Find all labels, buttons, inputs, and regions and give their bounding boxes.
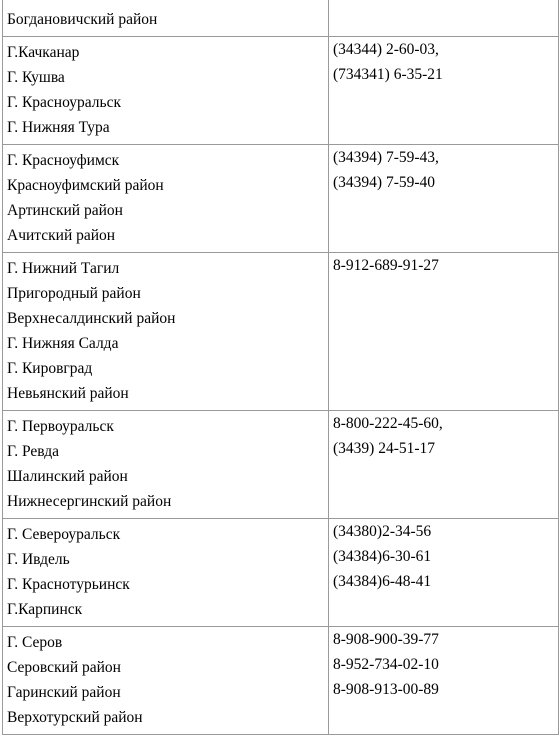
phone-directory-table [2, 0, 559, 735]
phone-number: (734341) 6-35-21 [333, 66, 443, 83]
area-name: Г. Нижняя Тура [7, 119, 110, 136]
area-cell [3, 519, 329, 627]
area-name: Невьянский район [7, 385, 129, 402]
table-row [3, 411, 559, 519]
area-list [3, 0, 328, 36]
phone-cell [329, 0, 559, 37]
phone-list [329, 37, 558, 87]
phone-number: 8-908-913-00-89 [333, 681, 439, 698]
area-cell [3, 627, 329, 735]
phone-list [329, 411, 558, 461]
table-row [3, 519, 559, 627]
phone-list [329, 145, 558, 195]
phone-number: 8-912-689-91-27 [333, 257, 439, 274]
area-name: Г. Нижняя Салда [7, 335, 119, 352]
area-name: Г. Первоуральск [7, 418, 114, 435]
phone-number: 8-800-222-45-60, [333, 415, 443, 432]
phone-number: (34344) 2-60-03, [333, 41, 439, 58]
phone-cell [329, 627, 559, 735]
area-cell [3, 145, 329, 253]
phone-cell [329, 145, 559, 253]
area-name: Г. Красноуфимск [7, 152, 120, 169]
table-row [3, 37, 559, 145]
area-list [3, 627, 328, 734]
area-list [3, 411, 328, 518]
area-name: Г. Кушва [7, 69, 65, 86]
area-name: Г. Нижний Тагил [7, 260, 120, 277]
phone-cell [329, 253, 559, 411]
area-name: Г. Серов [7, 634, 63, 651]
area-name: Г.Карпинск [7, 601, 83, 618]
phone-list [329, 253, 558, 278]
phone-list [329, 627, 558, 702]
table-row [3, 253, 559, 411]
area-name: Г. Кировград [7, 360, 93, 377]
area-name: Г. Краснотурьинск [7, 576, 130, 593]
area-cell [3, 253, 329, 411]
area-name: Ачитский район [7, 227, 116, 244]
phone-number: (34384)6-30-61 [333, 548, 432, 565]
phone-cell [329, 37, 559, 145]
phone-number: (34394) 7-59-40 [333, 174, 436, 191]
phone-cell [329, 519, 559, 627]
table-body [3, 0, 559, 735]
area-name: Г. Ревда [7, 443, 59, 460]
area-name: Серовский район [7, 659, 121, 676]
phone-list [329, 519, 558, 594]
area-cell [3, 37, 329, 145]
area-name: Г. Североуральск [7, 526, 121, 543]
area-cell [3, 411, 329, 519]
area-name: Артинский район [7, 202, 123, 219]
phone-cell [329, 411, 559, 519]
table-row [3, 627, 559, 735]
area-name: Нижнесергинский район [7, 493, 172, 510]
phone-number: 8-908-900-39-77 [333, 631, 439, 648]
area-name: Красноуфимский район [7, 177, 164, 194]
area-name: Шалинский район [7, 468, 128, 485]
phone-list [329, 0, 558, 4]
phone-number: (34394) 7-59-43, [333, 149, 439, 166]
phone-number [329, 0, 558, 4]
area-name: Г. Красноуральск [7, 94, 121, 111]
area-cell [3, 0, 329, 37]
table-row [3, 145, 559, 253]
area-name: Пригородный район [7, 285, 141, 302]
area-name: Гаринский район [7, 684, 121, 701]
phone-number: 8-952-734-02-10 [333, 656, 439, 673]
phone-number: (3439) 24-51-17 [333, 440, 436, 457]
area-name [3, 0, 328, 7]
phone-number: (34380)2-34-56 [333, 523, 432, 540]
area-name: Богдановичский район [7, 11, 158, 28]
area-list [3, 519, 328, 626]
area-name: Верхнесалдинский район [7, 310, 176, 327]
area-name: Г. Ивдель [7, 551, 70, 568]
area-list [3, 145, 328, 252]
area-list [3, 253, 328, 410]
area-list [3, 37, 328, 144]
phone-number: (34384)6-48-41 [333, 573, 432, 590]
table-row [3, 0, 559, 37]
area-name: Верхотурский район [7, 709, 143, 726]
area-name: Г.Качканар [7, 44, 80, 61]
